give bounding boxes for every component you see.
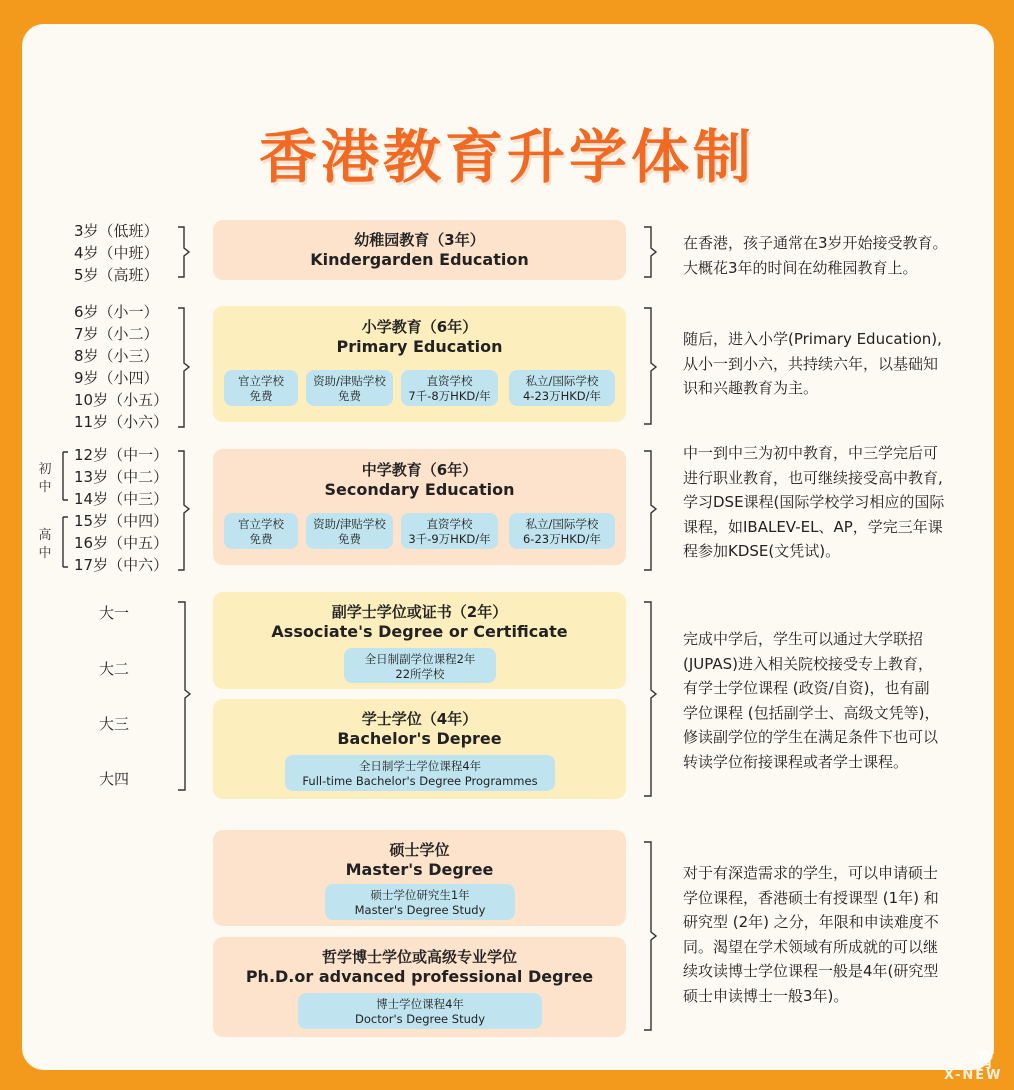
age-label: 7岁（小二） — [74, 325, 159, 343]
desc-line: 完成中学后，学生可以通过大学联招 — [683, 630, 924, 648]
tag-line: 官立学校 — [238, 517, 284, 531]
desc-line: 转读学位衔接课程或者学士课程。 — [683, 752, 909, 771]
year-label: 大四 — [99, 770, 130, 788]
desc-line: 程参加KDSE(文凭试)。 — [683, 542, 841, 560]
desc-line: 进行职业教育，也可继续接受高中教育, — [683, 468, 943, 487]
associate-box — [213, 592, 626, 689]
title-en: Bachelor's Depree — [337, 729, 502, 748]
university-description — [683, 627, 968, 774]
associate-title — [213, 602, 626, 642]
year-label: 大二 — [99, 660, 130, 678]
desc-line: 同。渴望在学术领域有所成就的可以继 — [683, 937, 939, 956]
desc-line: 在香港，孩子通常在3岁开始接受教育。 — [683, 234, 948, 252]
tag-line: 4-23万HKD/年 — [522, 389, 602, 403]
title-en: Associate's Degree or Certificate — [271, 622, 568, 641]
desc-line: 学位课程，香港硕士有授课型 (1年) 和 — [683, 888, 939, 907]
desc-line: 随后，进入小学(Primary Education), — [683, 330, 942, 348]
tag-line: 硕士学位研究生1年 — [370, 888, 470, 902]
age-label: 15岁（中四） — [74, 512, 169, 530]
master-title — [213, 840, 626, 880]
age-label: 9岁（小四） — [74, 369, 159, 387]
desc-line: 学位课程 (包括副学士、高级文凭等)， — [683, 703, 940, 722]
desc-line: 对于有深造需求的学生，可以申请硕士 — [683, 864, 939, 882]
tag-line: 6-23万HKD/年 — [522, 532, 602, 546]
tag-line: 免费 — [249, 389, 273, 403]
title-en: Master's Degree — [345, 860, 494, 879]
bachelor-title — [213, 709, 626, 749]
fee-tag — [306, 513, 393, 549]
year-label: 大一 — [99, 604, 130, 622]
junior-bracket-ticks — [63, 452, 68, 500]
tag-line: 直资学校 — [426, 517, 473, 531]
tag-line: 免费 — [338, 389, 361, 403]
fee-tag — [224, 370, 298, 406]
secondary-title — [213, 460, 626, 500]
desc-line: 续攻读博士学位课程一般是4年(研究型 — [683, 962, 939, 980]
kg-description — [683, 231, 968, 280]
tag-line: 7千-8万HKD/年 — [408, 389, 491, 403]
title-cn: 幼稚园教育（3年） — [354, 231, 485, 249]
tag-line: 官立学校 — [238, 374, 284, 388]
fee-tag — [224, 513, 298, 549]
age-label: 10岁（小五） — [74, 391, 169, 409]
university-left-brace — [178, 602, 190, 790]
primary-left-brace — [178, 308, 189, 427]
year-label: 大三 — [99, 715, 130, 733]
program-tag — [344, 648, 496, 683]
program-tag — [325, 884, 515, 920]
primary-description — [683, 327, 968, 401]
bachelor-box — [213, 699, 626, 799]
secondary-left-brace — [178, 451, 189, 570]
desc-line: (JUPAS)进入相关院校接受专上教育， — [683, 654, 933, 673]
postgrad-right-brace — [644, 842, 656, 1030]
title-cn: 哲学博士学位或高级专业学位 — [321, 948, 517, 966]
kg-right-brace — [644, 227, 656, 277]
tag-line: Full-time Bachelor's Degree Programmes — [302, 774, 538, 788]
tag-line: 免费 — [249, 532, 273, 546]
desc-line: 修读副学位的学生在满足条件下也可以 — [683, 728, 939, 746]
tag-line: Master's Degree Study — [354, 903, 486, 917]
kg-left-brace — [178, 227, 189, 277]
title-cn: 中学教育（6年） — [361, 461, 478, 479]
age-label: 12岁（中一） — [74, 446, 169, 464]
fee-tag — [401, 513, 498, 549]
program-tag — [298, 993, 542, 1029]
fee-tag — [401, 370, 498, 406]
age-label: 4岁（中班） — [74, 244, 159, 262]
postgrad-description — [683, 861, 968, 1008]
primary-box — [213, 306, 626, 422]
desc-line: 学习DSE课程(国际学校学习相应的国际 — [683, 493, 945, 511]
title-en: Secondary Education — [324, 480, 515, 499]
age-label: 17岁（中六） — [74, 556, 169, 574]
age-label: 16岁（中五） — [74, 534, 169, 552]
tag-line: 资助/津贴学校 — [313, 517, 386, 531]
program-tag — [285, 755, 555, 791]
age-label: 3岁（低班） — [74, 222, 159, 240]
fee-tag — [509, 370, 615, 406]
tag-line: 免费 — [338, 532, 361, 546]
master-box — [213, 830, 626, 926]
phd-box — [213, 937, 626, 1037]
title-en: Ph.D.or advanced professional Degree — [245, 967, 594, 986]
title-cn: 学士学位（4年） — [361, 710, 478, 728]
title-en: Kindergarden Education — [310, 250, 529, 269]
title-cn: 硕士学位 — [389, 841, 450, 859]
university-right-brace — [644, 602, 656, 796]
desc-line: 研究型 (2年) 之分，年限和申读难度不 — [683, 913, 939, 931]
age-label: 6岁（小一） — [74, 303, 159, 321]
tag-line: 博士学位课程4年 — [376, 997, 464, 1011]
tag-line: 资助/津贴学校 — [313, 374, 386, 388]
page-title: 香港教育升学体制 — [258, 123, 755, 191]
fee-tag — [509, 513, 615, 549]
secondary-box — [213, 449, 626, 565]
desc-line: 有学士学位课程 (政资/自资)，也有副 — [683, 679, 930, 697]
junior-label: 初中 — [38, 462, 52, 495]
watermark-cn: 育 — [975, 1048, 995, 1072]
secondary-right-brace — [644, 451, 656, 570]
desc-line: 课程，如IBALEV-EL、AP，学完三年课 — [683, 517, 943, 536]
title-cn: 小学教育（6年） — [361, 318, 478, 336]
desc-line: 大概花3年的时间在幼稚园教育上。 — [683, 258, 918, 277]
desc-line: 硕士申读博士一般3年)。 — [683, 986, 849, 1005]
kindergarten-box — [213, 220, 626, 280]
tag-line: 私立/国际学校 — [525, 517, 599, 531]
primary-right-brace — [644, 308, 656, 424]
title-cn: 副学士学位或证书（2年） — [331, 603, 508, 621]
phd-title — [213, 947, 626, 987]
desc-line: 识和兴趣教育为主。 — [683, 379, 819, 397]
age-label: 8岁（小三） — [74, 347, 159, 365]
tag-line: 直资学校 — [426, 374, 473, 388]
desc-line: 从小一到小六，共持续六年，以基础知 — [683, 354, 939, 373]
senior-bracket-ticks — [63, 517, 68, 567]
tag-line: 22所学校 — [395, 667, 445, 681]
tag-line: 全日制副学位课程2年 — [364, 652, 476, 666]
kindergarten-title — [213, 230, 626, 270]
senior-label: 高中 — [38, 528, 52, 561]
tag-line: Doctor's Degree Study — [354, 1012, 485, 1026]
tag-line: 全日制学士学位课程4年 — [358, 759, 482, 773]
title-en: Primary Education — [336, 337, 503, 356]
watermark-en: X-NEW — [944, 1068, 1003, 1083]
tag-line: 3千-9万HKD/年 — [408, 532, 491, 546]
age-label: 14岁（中三） — [74, 490, 169, 508]
tag-line: 私立/国际学校 — [525, 374, 599, 388]
age-label: 11岁（小六） — [74, 413, 169, 431]
age-label: 5岁（高班） — [74, 266, 159, 284]
desc-line: 中一到中三为初中教育，中三学完后可 — [683, 444, 939, 462]
secondary-description — [683, 441, 968, 564]
fee-tag — [306, 370, 393, 406]
primary-title — [213, 317, 626, 357]
age-label: 13岁（中二） — [74, 468, 169, 486]
